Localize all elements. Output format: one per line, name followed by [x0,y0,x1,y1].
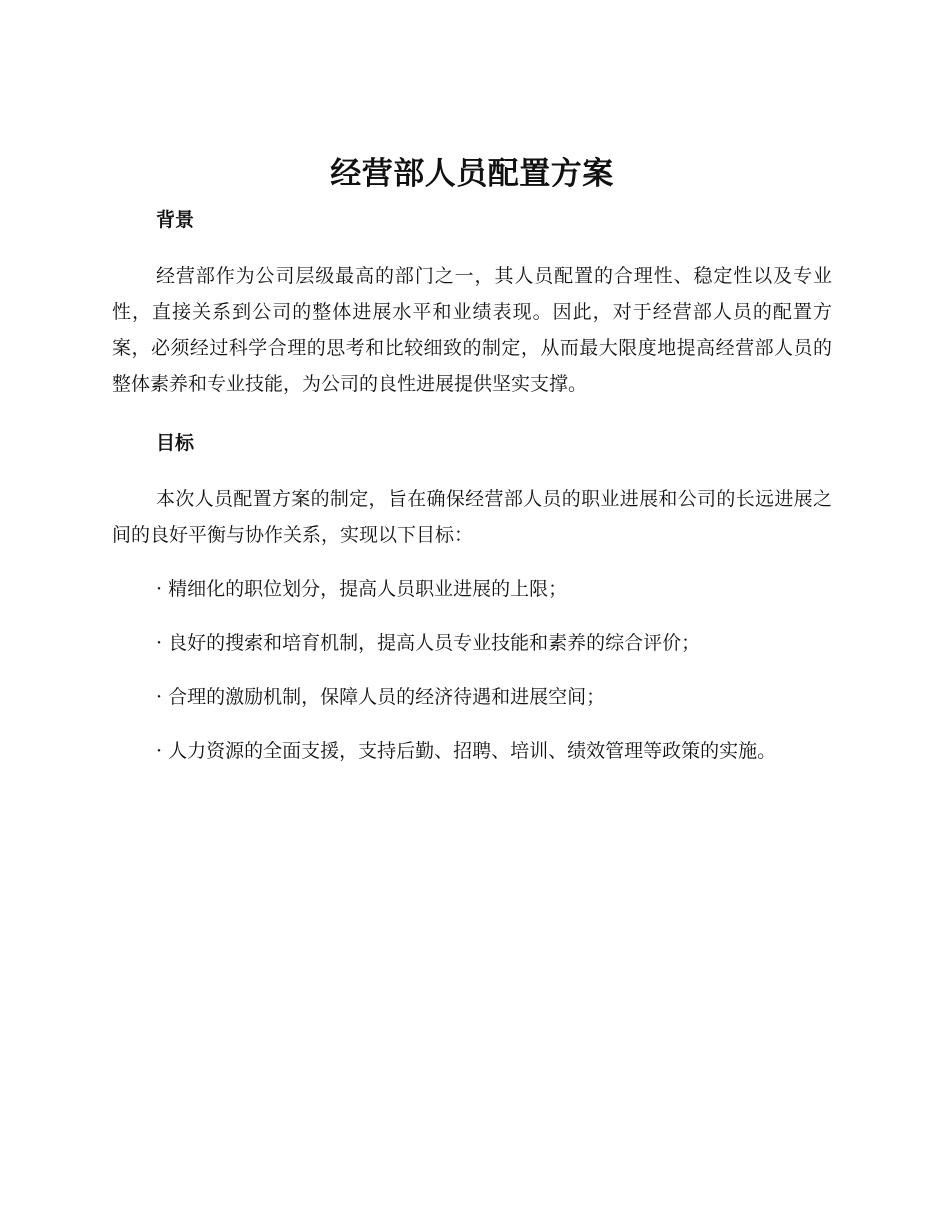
goals-intro-paragraph: 本次人员配置方案的制定，旨在确保经营部人员的职业进展和公司的长远进展之间的良好平衡与协作关系，实现以下目标： [112,488,832,546]
background-paragraph: 经营部作为公司层级最高的部门之一，其人员配置的合理性、稳定性以及专业性，直接关系到公司的整体进展水平和业绩表现。因此，对于经营部人员的配置方案，必须经过科学合理的思考和比较细致的制定，从而最大限度地提高经营部人员的整体素养和专业技能，为公司的良性进展提供坚实支撑。 [112,265,832,395]
goal-bullet-item: · 精细化的职位划分，提高人员职业进展的上限； [156,578,568,600]
goal-bullet-item: · 良好的搜索和培育机制，提高人员专业技能和素养的综合评价； [156,632,701,654]
goal-bullet-item: · 人力资源的全面支援，支持后勤、招聘、培训、绩效管理等政策的实施。 [156,740,777,762]
section-heading-goals: 目标 [156,432,195,454]
document-title: 经营部人员配置方案 [330,156,614,192]
document-body [112,148,832,769]
goal-bullet-item: · 合理的激励机制，保障人员的经济待遇和进展空间； [156,686,606,708]
section-heading-background: 背景 [156,209,195,231]
